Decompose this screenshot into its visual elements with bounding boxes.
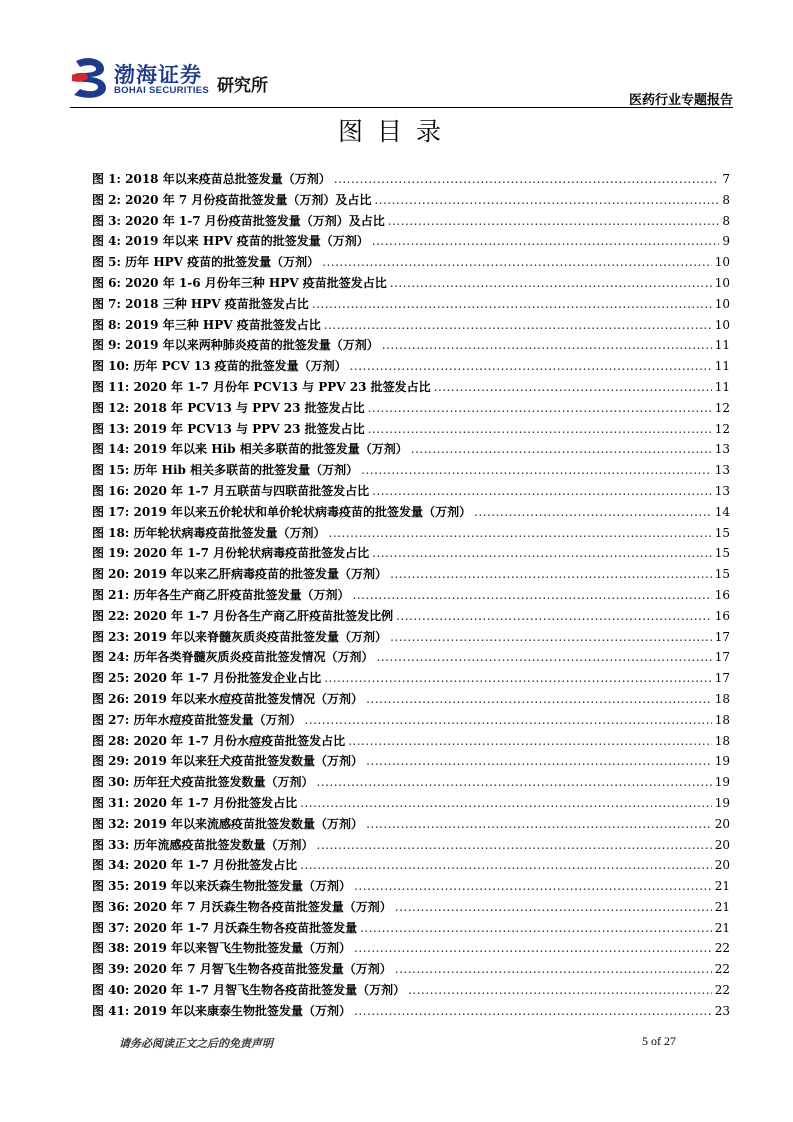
toc-entry-label: 图 14: 2019 年以来 Hib 相关多联苗的批签发量（万剂） bbox=[92, 442, 408, 457]
disclaimer-note: 请务必阅读正文之后的免责声明 bbox=[119, 1037, 273, 1050]
figure-index bbox=[92, 170, 730, 1023]
toc-entry-page: 21 bbox=[714, 920, 730, 935]
toc-leader-dots bbox=[382, 338, 712, 352]
toc-entry[interactable] bbox=[92, 586, 730, 607]
toc-entry[interactable] bbox=[92, 815, 730, 836]
toc-entry-page: 19 bbox=[714, 754, 730, 769]
toc-entry-label: 图 27: 历年水痘疫苗批签发量（万剂） bbox=[92, 712, 302, 727]
toc-entry[interactable] bbox=[92, 170, 730, 191]
toc-entry-page: 13 bbox=[714, 442, 730, 457]
toc-entry-page: 12 bbox=[714, 400, 730, 415]
toc-entry[interactable] bbox=[92, 357, 730, 378]
toc-entry-page: 11 bbox=[714, 379, 730, 394]
toc-leader-dots bbox=[324, 318, 712, 332]
toc-entry[interactable] bbox=[92, 544, 730, 565]
toc-leader-dots bbox=[317, 838, 712, 852]
toc-entry[interactable] bbox=[92, 648, 730, 669]
toc-leader-dots bbox=[408, 983, 712, 997]
toc-leader-dots bbox=[390, 630, 712, 644]
toc-leader-dots bbox=[388, 214, 720, 228]
toc-leader-dots bbox=[305, 713, 712, 727]
toc-leader-dots bbox=[317, 775, 712, 789]
toc-entry-label: 图 34: 2020 年 1-7 月份批签发占比 bbox=[92, 858, 298, 873]
toc-entry[interactable] bbox=[92, 253, 730, 274]
toc-entry-label: 图 17: 2019 年以来五价轮状和单价轮状病毒疫苗的批签发量（万剂） bbox=[92, 504, 472, 519]
toc-entry[interactable] bbox=[92, 274, 730, 295]
toc-entry[interactable] bbox=[92, 732, 730, 753]
toc-entry-page: 16 bbox=[714, 608, 730, 623]
page-header bbox=[70, 55, 733, 107]
toc-entry-page: 8 bbox=[722, 192, 730, 207]
toc-leader-dots bbox=[395, 900, 712, 914]
toc-entry[interactable] bbox=[92, 669, 730, 690]
toc-entry-label: 图 2: 2020 年 7 月份疫苗批签发量（万剂）及占比 bbox=[92, 192, 372, 207]
toc-entry-label: 图 26: 2019 年以来水痘疫苗批签发情况（万剂） bbox=[92, 691, 364, 706]
toc-entry[interactable] bbox=[92, 232, 730, 253]
toc-leader-dots bbox=[350, 359, 712, 373]
toc-entry-label: 图 4: 2019 年以来 HPV 疫苗的批签发量（万剂） bbox=[92, 234, 369, 249]
toc-leader-dots bbox=[374, 193, 719, 207]
toc-entry-label: 图 35: 2019 年以来沃森生物批签发量（万剂） bbox=[92, 879, 352, 894]
toc-leader-dots bbox=[368, 401, 712, 415]
toc-entry-page: 19 bbox=[714, 775, 730, 790]
toc-entry-label: 图 21: 历年各生产商乙肝疫苗批签发量（万剂） bbox=[92, 587, 350, 602]
toc-entry-label: 图 39: 2020 年 7 月智飞生物各疫苗批签发量（万剂） bbox=[92, 962, 392, 977]
toc-entry[interactable] bbox=[92, 191, 730, 212]
toc-entry-page: 8 bbox=[722, 213, 730, 228]
page-number: 5 of 27 bbox=[642, 1034, 676, 1048]
toc-entry-label: 图 36: 2020 年 7 月沃森生物各疫苗批签发量（万剂） bbox=[92, 899, 392, 914]
toc-entry[interactable] bbox=[92, 919, 730, 940]
toc-entry-label: 图 32: 2019 年以来流感疫苗批签发数量（万剂） bbox=[92, 816, 364, 831]
toc-leader-dots bbox=[348, 734, 712, 748]
toc-entry-page: 11 bbox=[714, 338, 730, 353]
toc-entry-label: 图 1: 2018 年以来疫苗总批签发量（万剂） bbox=[92, 172, 331, 186]
toc-leader-dots bbox=[372, 546, 712, 560]
toc-entry[interactable] bbox=[92, 690, 730, 711]
toc-leader-dots bbox=[372, 234, 720, 248]
bohai-logo-icon bbox=[70, 55, 110, 99]
toc-leader-dots bbox=[395, 962, 712, 976]
toc-entry[interactable] bbox=[92, 316, 730, 337]
toc-entry-page: 20 bbox=[714, 816, 730, 831]
toc-entry-label: 图 24: 历年各类脊髓灰质炎疫苗批签发情况（万剂） bbox=[92, 650, 374, 665]
header-rule bbox=[70, 107, 733, 108]
toc-entry[interactable] bbox=[92, 399, 730, 420]
toc-entry[interactable] bbox=[92, 898, 730, 919]
toc-entry-page: 14 bbox=[714, 504, 730, 519]
toc-entry-page: 13 bbox=[714, 483, 730, 498]
toc-entry-label: 图 28: 2020 年 1-7 月份水痘疫苗批签发占比 bbox=[92, 733, 346, 748]
toc-entry[interactable] bbox=[92, 939, 730, 960]
toc-entry-page: 16 bbox=[714, 587, 730, 602]
toc-entry-page: 10 bbox=[714, 255, 730, 270]
toc-leader-dots bbox=[329, 526, 712, 540]
toc-entry-page: 15 bbox=[714, 525, 730, 540]
toc-entry-label: 图 25: 2020 年 1-7 月份批签发企业占比 bbox=[92, 671, 322, 686]
toc-leader-dots bbox=[324, 671, 712, 685]
toc-entry-label: 图 41: 2019 年以来康泰生物批签发量（万剂） bbox=[92, 1003, 352, 1018]
toc-leader-dots bbox=[366, 754, 712, 768]
toc-entry-label: 图 9: 2019 年以来两种肺炎疫苗的批签发量（万剂） bbox=[92, 338, 379, 353]
toc-entry-page: 21 bbox=[714, 899, 730, 914]
toc-entry-page: 17 bbox=[714, 671, 730, 686]
toc-entry[interactable] bbox=[92, 628, 730, 649]
toc-leader-dots bbox=[366, 817, 712, 831]
toc-entry-label: 图 33: 历年流感疫苗批签发数量（万剂） bbox=[92, 837, 314, 852]
toc-entry[interactable] bbox=[92, 856, 730, 877]
toc-leader-dots bbox=[353, 588, 712, 602]
toc-entry-page: 18 bbox=[714, 733, 730, 748]
toc-entry-page: 20 bbox=[714, 837, 730, 852]
toc-entry-page: 17 bbox=[714, 650, 730, 665]
toc-entry[interactable] bbox=[92, 336, 730, 357]
toc-title: 图目录 bbox=[337, 117, 455, 146]
toc-entry-page: 15 bbox=[714, 567, 730, 582]
toc-entry-page: 22 bbox=[714, 941, 730, 956]
toc-entry-label: 图 15: 历年 Hib 相关多联苗的批签发量（万剂） bbox=[92, 463, 359, 478]
toc-entry-page: 9 bbox=[722, 234, 730, 249]
toc-entry-label: 图 8: 2019 年三种 HPV 疫苗批签发占比 bbox=[92, 317, 321, 332]
toc-leader-dots bbox=[354, 879, 712, 893]
toc-entry-page: 22 bbox=[714, 983, 730, 998]
toc-entry-label: 图 7: 2018 三种 HPV 疫苗批签发占比 bbox=[92, 296, 309, 311]
toc-leader-dots bbox=[366, 692, 712, 706]
toc-entry-label: 图 10: 历年 PCV 13 疫苗的批签发量（万剂） bbox=[92, 359, 347, 374]
toc-entry-label: 图 31: 2020 年 1-7 月份批签发占比 bbox=[92, 795, 298, 810]
toc-entry[interactable] bbox=[92, 482, 730, 503]
toc-entry[interactable] bbox=[92, 1002, 730, 1023]
toc-leader-dots bbox=[312, 297, 712, 311]
toc-entry[interactable] bbox=[92, 794, 730, 815]
toc-leader-dots bbox=[474, 505, 712, 519]
toc-entry-label: 图 22: 2020 年 1-7 月份各生产商乙肝疫苗批签发比例 bbox=[92, 608, 394, 623]
toc-entry-label: 图 37: 2020 年 1-7 月沃森生物各疫苗批签发量 bbox=[92, 920, 358, 935]
toc-entry[interactable] bbox=[92, 877, 730, 898]
toc-entry-label: 图 20: 2019 年以来乙肝病毒疫苗的批签发量（万剂） bbox=[92, 567, 388, 582]
brand-name-en: BOHAI SECURITIES bbox=[114, 85, 210, 96]
toc-entry-page: 21 bbox=[714, 879, 730, 894]
toc-entry-label: 图 16: 2020 年 1-7 月五联苗与四联苗批签发占比 bbox=[92, 483, 370, 498]
toc-entry-page: 15 bbox=[714, 546, 730, 561]
toc-entry[interactable] bbox=[92, 960, 730, 981]
toc-leader-dots bbox=[434, 380, 712, 394]
toc-entry-page: 11 bbox=[714, 359, 730, 374]
toc-leader-dots bbox=[361, 463, 712, 477]
toc-leader-dots bbox=[354, 941, 712, 955]
toc-entry[interactable] bbox=[92, 981, 730, 1002]
toc-entry[interactable] bbox=[92, 420, 730, 441]
toc-entry[interactable] bbox=[92, 607, 730, 628]
toc-leader-dots bbox=[322, 255, 712, 269]
toc-entry[interactable] bbox=[92, 295, 730, 316]
toc-entry-label: 图 23: 2019 年以来脊髓灰质炎疫苗批签发量（万剂） bbox=[92, 629, 388, 644]
toc-entry-label: 图 11: 2020 年 1-7 月份年 PCV13 与 PPV 23 批签发占比 bbox=[92, 379, 431, 394]
toc-entry-label: 图 30: 历年狂犬疫苗批签发数量（万剂） bbox=[92, 775, 314, 790]
toc-leader-dots bbox=[368, 422, 712, 436]
toc-entry[interactable] bbox=[92, 378, 730, 399]
toc-entry-page: 18 bbox=[714, 691, 730, 706]
toc-entry[interactable] bbox=[92, 503, 730, 524]
toc-leader-dots bbox=[377, 650, 712, 664]
toc-entry-page: 18 bbox=[714, 712, 730, 727]
toc-entry-label: 图 13: 2019 年 PCV13 与 PPV 23 批签发占比 bbox=[92, 421, 365, 436]
toc-leader-dots bbox=[360, 921, 712, 935]
toc-entry-label: 图 29: 2019 年以来狂犬疫苗批签发数量（万剂） bbox=[92, 754, 364, 769]
toc-entry-page: 12 bbox=[714, 421, 730, 436]
toc-entry-label: 图 19: 2020 年 1-7 月份轮状病毒疫苗批签发占比 bbox=[92, 546, 370, 561]
toc-entry-page: 20 bbox=[714, 858, 730, 873]
toc-entry-page: 10 bbox=[714, 275, 730, 290]
toc-entry[interactable] bbox=[92, 565, 730, 586]
toc-entry-page: 13 bbox=[714, 463, 730, 478]
toc-leader-dots bbox=[300, 858, 712, 872]
toc-entry[interactable] bbox=[92, 440, 730, 461]
toc-entry-page: 23 bbox=[714, 1003, 730, 1018]
toc-leader-dots bbox=[372, 484, 712, 498]
toc-leader-dots bbox=[411, 442, 712, 456]
report-type: 医药行业专题报告 bbox=[628, 93, 733, 108]
toc-leader-dots bbox=[354, 1004, 712, 1018]
toc-leader-dots bbox=[300, 796, 712, 810]
toc-entry[interactable] bbox=[92, 711, 730, 732]
toc-entry-label: 图 3: 2020 年 1-7 月份疫苗批签发量（万剂）及占比 bbox=[92, 213, 385, 228]
toc-leader-dots bbox=[390, 276, 712, 290]
toc-entry[interactable] bbox=[92, 773, 730, 794]
toc-entry[interactable] bbox=[92, 461, 730, 482]
toc-entry-page: 7 bbox=[722, 172, 730, 186]
toc-entry-label: 图 12: 2018 年 PCV13 与 PPV 23 批签发占比 bbox=[92, 400, 365, 415]
toc-entry[interactable] bbox=[92, 524, 730, 545]
toc-entry-page: 10 bbox=[714, 296, 730, 311]
toc-entry-page: 10 bbox=[714, 317, 730, 332]
institute-name: 研究所 bbox=[217, 76, 268, 96]
toc-entry-label: 图 18: 历年轮状病毒疫苗批签发量（万剂） bbox=[92, 525, 326, 540]
brand-name-cn: 渤海证券 bbox=[114, 63, 202, 87]
toc-entry-page: 19 bbox=[714, 795, 730, 810]
toc-entry-label: 图 5: 历年 HPV 疫苗的批签发量（万剂） bbox=[92, 255, 320, 270]
toc-entry-label: 图 40: 2020 年 1-7 月智飞生物各疫苗批签发量（万剂） bbox=[92, 983, 406, 998]
toc-entry[interactable] bbox=[92, 212, 730, 233]
toc-entry-page: 22 bbox=[714, 962, 730, 977]
toc-entry-label: 图 38: 2019 年以来智飞生物批签发量（万剂） bbox=[92, 941, 352, 956]
toc-entry-label: 图 6: 2020 年 1-6 月份年三种 HPV 疫苗批签发占比 bbox=[92, 275, 387, 290]
toc-leader-dots bbox=[334, 172, 720, 186]
toc-leader-dots bbox=[396, 609, 712, 623]
toc-entry[interactable] bbox=[92, 836, 730, 857]
toc-entry-page: 17 bbox=[714, 629, 730, 644]
toc-leader-dots bbox=[390, 567, 712, 581]
toc-entry[interactable] bbox=[92, 752, 730, 773]
